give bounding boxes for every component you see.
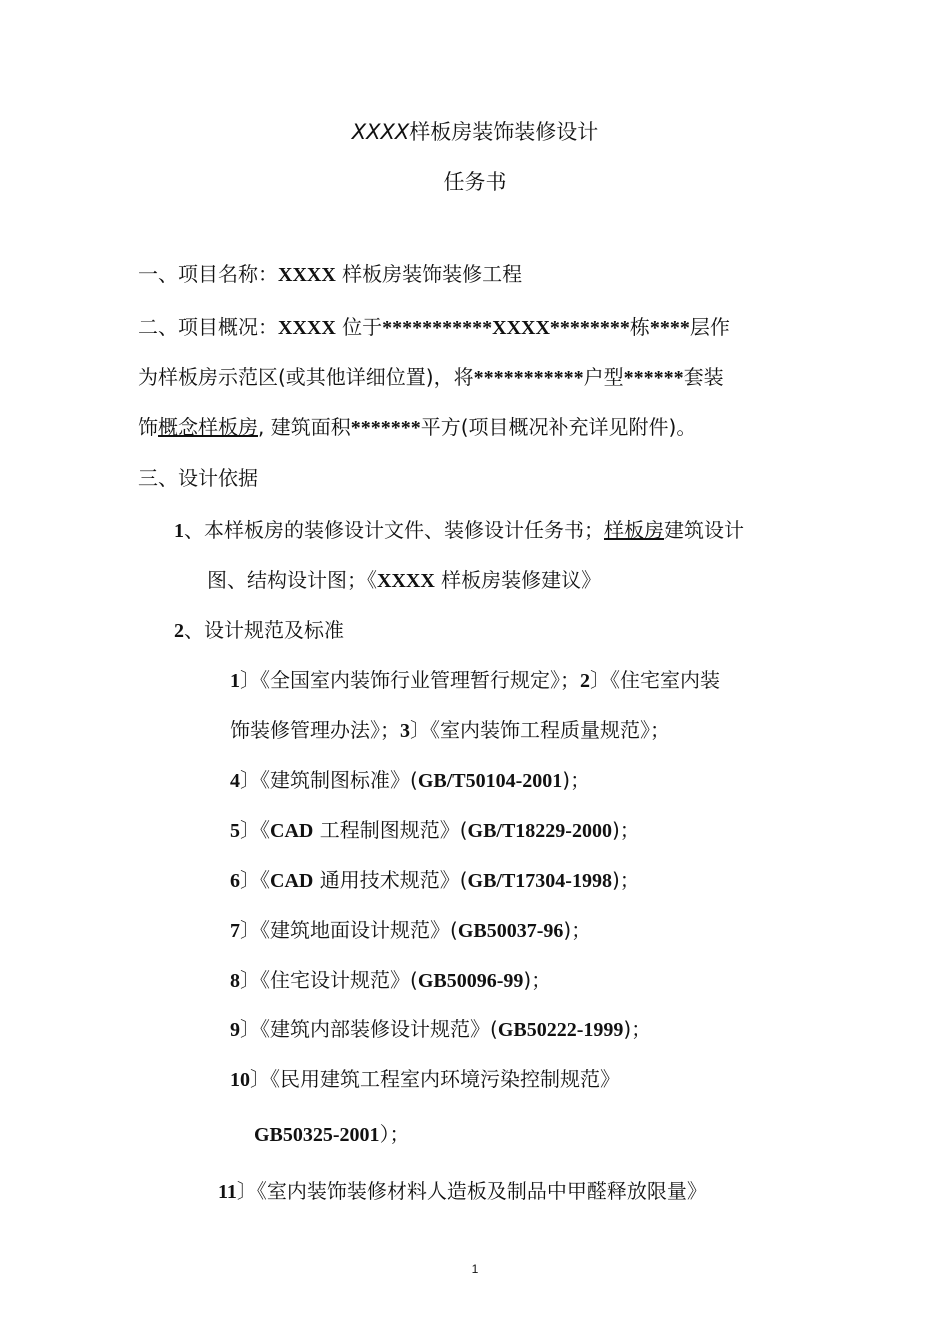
basis-item-2: 2、设计规范及标准 xyxy=(174,618,344,642)
ref-line: 7〕《建筑地面设计规范》(GB50037-96)； xyxy=(230,918,592,942)
page-number: 1 xyxy=(471,1262,479,1276)
section-design-basis: 三、设计依据 xyxy=(138,466,258,490)
section-overview-line3: 饰概念样板房, 建筑面积*******平方(项目概况补充详见附件)。 xyxy=(138,415,697,439)
ref-line: 4〕《建筑制图标准》(GB/T50104-2001)； xyxy=(230,768,591,792)
ref-line: 11〕《室内装饰装修材料人造板及制品中甲醛释放限量》 xyxy=(218,1179,707,1203)
ref-line: 饰装修管理办法》；3〕《室内装饰工程质量规范》； xyxy=(230,718,670,742)
concept-showroom-underlined: 概念样板房 xyxy=(158,415,258,439)
ref-line: 8〕《住宅设计规范》(GB50096-99)； xyxy=(230,968,552,992)
ref-line: 10〕《民用建筑工程室内环境污染控制规范》 xyxy=(230,1067,620,1091)
ref-line: 6〕《CAD 通用技术规范》(GB/T17304-1998)； xyxy=(230,868,640,892)
title-project-code: XXXX xyxy=(351,120,410,144)
document-title xyxy=(0,116,950,146)
ref-line: 9〕《建筑内部装修设计规范》(GB50222-1999)； xyxy=(230,1017,652,1041)
section-project-name: 一、项目名称：XXXX 样板房装饰装修工程 xyxy=(138,262,523,286)
document-subtitle: 任务书 xyxy=(443,170,507,194)
ref-line: 5〕《CAD 工程制图规范》(GB/T18229-2000)； xyxy=(230,818,640,842)
basis-item-1-cont: 图、结构设计图；《XXXX 样板房装修建议》 xyxy=(207,568,602,592)
section-overview-line2: 为样板房示范区(或其他详细位置)，将***********户型******套装 xyxy=(138,365,724,389)
ref-line: 1〕《全国室内装饰行业管理暂行规定》；2〕《住宅室内装 xyxy=(230,668,720,692)
section-overview-line1: 二、项目概况：XXXX 位于***********XXXX********栋****层作 xyxy=(138,315,730,339)
basis-item-1: 1、本样板房的装修设计文件、装修设计任务书；样板房建筑设计 xyxy=(174,518,744,542)
ref-line: GB50325-2001）； xyxy=(254,1122,410,1146)
title-text: 样板房装饰装修设计 xyxy=(409,120,599,144)
